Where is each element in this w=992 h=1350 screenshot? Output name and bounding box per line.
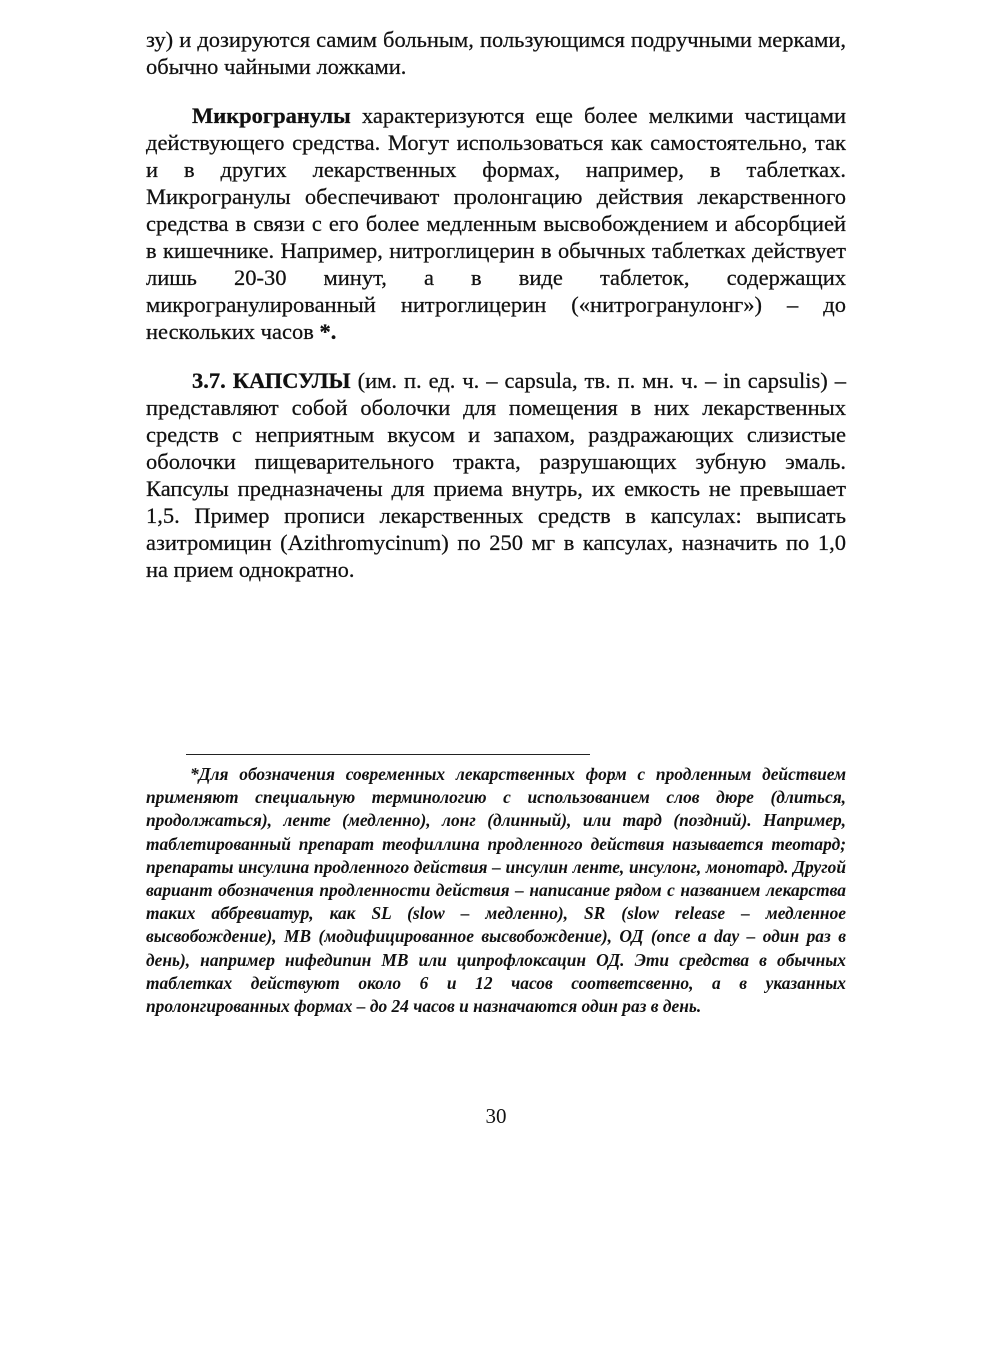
paragraph-capsules xyxy=(146,367,846,583)
paragraph-continuation xyxy=(146,26,846,80)
abbr-sr: SR xyxy=(584,903,606,924)
term-microgranules: Микрогранулы xyxy=(192,103,351,128)
abbr-mb: МВ xyxy=(284,926,312,947)
section-heading-capsules: 3.7. КАПСУЛЫ xyxy=(192,368,351,393)
paragraph-microgranules xyxy=(146,102,846,345)
footnote-text: (slow – медленно), xyxy=(391,903,585,924)
footnote-text: Для обозначения современных лекарственных форм с продленным действием применяют специальную терминологию с использованием слов дюре (длиться, продолжаться), ленте (медленно), лонг (длинный), или тард (поздний). Например, таблетированный препарат теофиллина продленного действия называется теотард; препараты инсулина продленного действия – инсулин ленте, инсулонг, монотард. Другой вариант обозначения продленности действия – написание рядом с названием лекарства таких аббревиатур, как xyxy=(146,764,846,924)
abbr-od: ОД xyxy=(619,926,644,947)
page-body xyxy=(146,26,846,583)
footnote-text: (slow release – медленное высвобождение), xyxy=(146,903,846,947)
page-number: 30 xyxy=(485,1104,507,1128)
footnote-reference: *. xyxy=(319,319,337,344)
footnote-divider xyxy=(186,754,590,755)
footnote-text: (модифицированное высвобождение), xyxy=(311,926,620,947)
footnote xyxy=(146,763,846,1018)
paragraph-text: (им. п. ед. ч. – capsula, тв. п. мн. ч. – in capsulis) – представляют собой оболочки для помещения в них лекарственных средств с неприятным вкусом и запахом, раздражающих слизистые оболочки пищеварительного тракта, разрушающих зубную эмаль. Капсулы предназначены для приема внутрь, их емкость не превышает 1,5. Пример прописи лекарственных средств в капсулах: выписать азитромицин (Azithromycinum) по 250 мг в капсулах, назначить по 1,0 на прием однократно. xyxy=(146,368,846,582)
paragraph-text: характеризуются еще более мелкими частицами действующего средства. Могут использоваться как самостоятельно, так и в других лекарственных формах, например, в таблетках. Микрогранулы обеспечивают пролонгацию действия лекарственного средства в связи с его более медленным высвобождением и абсорбцией в кишечнике. Например, нитроглицерин в обычных таблетках действует лишь 20-30 минут, а в виде таблеток, содержащих микрогранулированный нитроглицерин («нитрогранулонг») – до нескольких часов xyxy=(146,103,846,344)
paragraph-text: зу) и дозируются самим больным, пользующимся подручными мерками, обычно чайными ложками. xyxy=(146,27,846,79)
footnote-text: (once a day – один раз в день), например нифедипин МВ или ципрофлоксацин ОД. Эти средства в обычных таблетках действуют около 6 и 12 часов соответсвенно, а в указанных пролонгированных формах – до 24 часов и назначаются один раз в день. xyxy=(146,926,846,1017)
abbr-sl: SL xyxy=(371,903,392,924)
footnote-marker: * xyxy=(190,764,199,784)
